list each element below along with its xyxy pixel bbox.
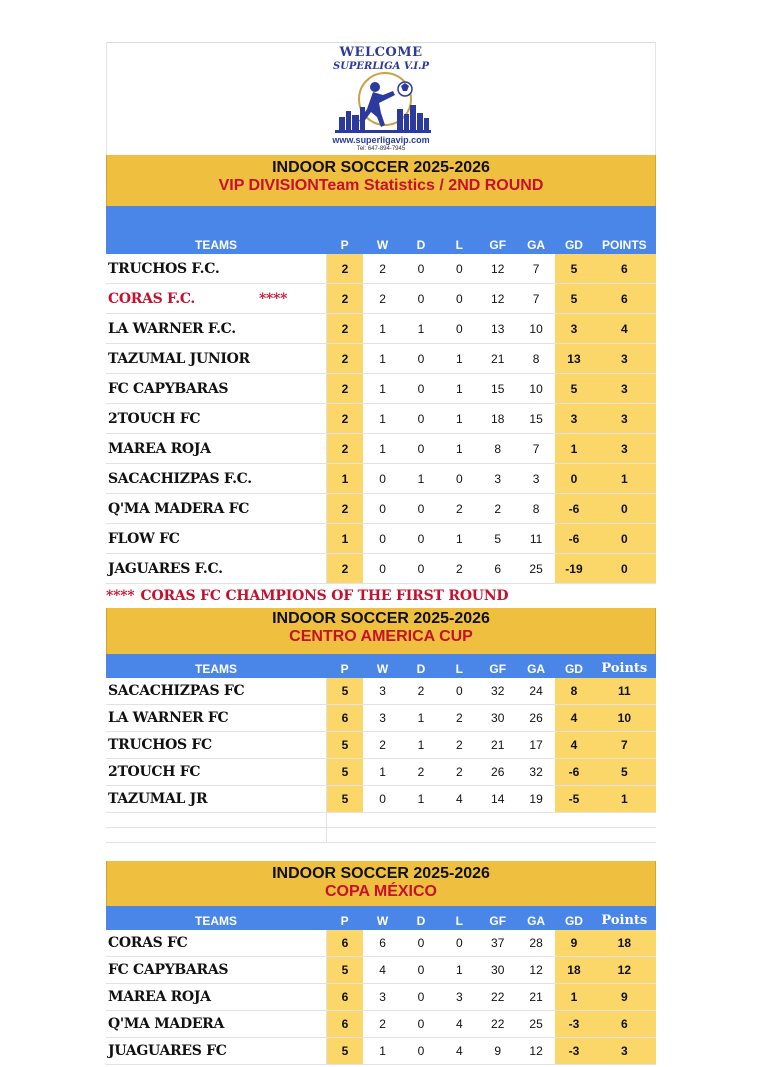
- empty-row: [106, 813, 656, 828]
- draws-cell: 0: [402, 284, 440, 314]
- goal-diff-cell: -6: [555, 494, 592, 524]
- draws-cell: 1: [402, 732, 440, 759]
- centro-america-banner: [106, 608, 656, 654]
- points-cell: 4: [593, 314, 656, 344]
- col-l: L: [440, 906, 478, 930]
- losses-cell: 4: [440, 1011, 478, 1038]
- draws-cell: 0: [402, 1011, 440, 1038]
- goals-against-cell: 7: [517, 254, 555, 284]
- goals-for-cell: 6: [479, 554, 517, 584]
- copa-standings-table: [106, 906, 656, 1065]
- table-row: [106, 434, 656, 464]
- team-name: FC CAPYBARAS: [106, 374, 326, 404]
- draws-cell: 1: [402, 314, 440, 344]
- draws-cell: 1: [402, 786, 440, 813]
- wins-cell: 1: [363, 404, 401, 434]
- goals-against-cell: 26: [517, 705, 555, 732]
- team-name: CORAS FC: [106, 930, 326, 957]
- goals-for-cell: 2: [479, 494, 517, 524]
- team-name: SACACHIZPAS F.C.: [106, 464, 326, 494]
- table-row: [106, 957, 656, 984]
- wins-cell: 1: [363, 374, 401, 404]
- goals-for-cell: 21: [479, 344, 517, 374]
- goals-against-cell: 19: [517, 786, 555, 813]
- team-name: JUAGUARES FC: [106, 1038, 326, 1065]
- points-cell: 0: [593, 494, 656, 524]
- table-row: [106, 284, 656, 314]
- wins-cell: 3: [363, 678, 401, 705]
- centro-standings-table: [106, 654, 656, 843]
- points-cell: 7: [593, 732, 656, 759]
- losses-cell: 0: [440, 930, 478, 957]
- played-cell: 2: [326, 554, 363, 584]
- col-ga: GA: [517, 906, 555, 930]
- draws-cell: 0: [402, 957, 440, 984]
- losses-cell: 1: [440, 434, 478, 464]
- col-ga: GA: [517, 206, 555, 254]
- phone-text: Tel: 647-894-7945: [356, 146, 406, 152]
- goals-for-cell: 30: [479, 705, 517, 732]
- played-cell: 2: [326, 494, 363, 524]
- played-cell: 6: [326, 930, 363, 957]
- table-row: [106, 554, 656, 584]
- champions-note: [106, 584, 656, 608]
- note-text: CORAS FC CHAMPIONS OF THE FIRST ROUND: [140, 588, 509, 604]
- goal-diff-cell: 5: [555, 374, 592, 404]
- col-gd: GD: [555, 654, 592, 678]
- points-cell: 0: [593, 524, 656, 554]
- brand-name: SUPERLIGA V.I.P: [332, 61, 430, 72]
- points-cell: 6: [593, 284, 656, 314]
- losses-cell: 1: [440, 404, 478, 434]
- points-cell: 11: [593, 678, 656, 705]
- points-cell: 1: [593, 464, 656, 494]
- goal-diff-cell: 8: [555, 678, 592, 705]
- played-cell: 5: [326, 678, 363, 705]
- played-cell: 1: [326, 524, 363, 554]
- goal-diff-cell: 9: [555, 930, 592, 957]
- team-name: TRUCHOS F.C.: [106, 254, 326, 284]
- table-row: [106, 678, 656, 705]
- points-cell: 6: [593, 254, 656, 284]
- col-points: POINTS: [593, 206, 656, 254]
- points-cell: 6: [593, 1011, 656, 1038]
- col-gf: GF: [479, 654, 517, 678]
- col-teams: TEAMS: [106, 654, 326, 678]
- points-cell: 0: [593, 554, 656, 584]
- goal-diff-cell: -3: [555, 1011, 592, 1038]
- team-name: TAZUMAL JR: [106, 786, 326, 813]
- goals-for-cell: 14: [479, 786, 517, 813]
- draws-cell: 0: [402, 1038, 440, 1065]
- points-cell: 3: [593, 344, 656, 374]
- team-name: 2TOUCH FC: [106, 759, 326, 786]
- wins-cell: 2: [363, 254, 401, 284]
- table-row: [106, 930, 656, 957]
- goals-against-cell: 24: [517, 678, 555, 705]
- wins-cell: 2: [363, 1011, 401, 1038]
- wins-cell: 0: [363, 494, 401, 524]
- wins-cell: 2: [363, 284, 401, 314]
- goal-diff-cell: 4: [555, 732, 592, 759]
- wins-cell: 4: [363, 957, 401, 984]
- copa-subtitle: COPA MÉXICO: [324, 883, 437, 900]
- col-gd: GD: [555, 206, 592, 254]
- played-cell: 5: [326, 786, 363, 813]
- team-name: TRUCHOS FC: [106, 732, 326, 759]
- welcome-title: WELCOME: [339, 45, 423, 60]
- goals-for-cell: 3: [479, 464, 517, 494]
- col-l: L: [440, 654, 478, 678]
- points-cell: 3: [593, 374, 656, 404]
- goal-diff-cell: -6: [555, 759, 592, 786]
- draws-cell: 0: [402, 254, 440, 284]
- goals-against-cell: 17: [517, 732, 555, 759]
- goal-diff-cell: -3: [555, 1038, 592, 1065]
- losses-cell: 0: [440, 678, 478, 705]
- goals-for-cell: 8: [479, 434, 517, 464]
- goals-against-cell: 25: [517, 1011, 555, 1038]
- draws-cell: 0: [402, 434, 440, 464]
- centro-header-row: [106, 654, 656, 678]
- vip-subtitle: VIP DIVISIONTeam Statistics / 2ND ROUND: [218, 177, 544, 194]
- losses-cell: 1: [440, 344, 478, 374]
- col-w: W: [363, 906, 401, 930]
- goal-diff-cell: 3: [555, 314, 592, 344]
- team-name: MAREA ROJA: [106, 984, 326, 1011]
- losses-cell: 2: [440, 554, 478, 584]
- draws-cell: 2: [402, 759, 440, 786]
- points-cell: 5: [593, 759, 656, 786]
- goal-diff-cell: 1: [555, 434, 592, 464]
- goals-for-cell: 21: [479, 732, 517, 759]
- table-row: [106, 732, 656, 759]
- col-d: D: [402, 206, 440, 254]
- goals-for-cell: 5: [479, 524, 517, 554]
- played-cell: 2: [326, 404, 363, 434]
- goals-for-cell: 9: [479, 1038, 517, 1065]
- team-name: JAGUARES F.C.: [106, 554, 326, 584]
- losses-cell: 4: [440, 1038, 478, 1065]
- wins-cell: 3: [363, 705, 401, 732]
- table-row: [106, 1038, 656, 1065]
- col-teams: TEAMS: [106, 206, 326, 254]
- goals-for-cell: 18: [479, 404, 517, 434]
- wins-cell: 0: [363, 786, 401, 813]
- goals-against-cell: 12: [517, 957, 555, 984]
- champion-stars: ****: [259, 290, 288, 307]
- goals-against-cell: 7: [517, 284, 555, 314]
- wins-cell: 0: [363, 524, 401, 554]
- wins-cell: 2: [363, 732, 401, 759]
- goals-against-cell: 10: [517, 374, 555, 404]
- wins-cell: 1: [363, 1038, 401, 1065]
- wins-cell: 1: [363, 314, 401, 344]
- col-d: D: [402, 906, 440, 930]
- points-cell: 3: [593, 404, 656, 434]
- goal-diff-cell: -6: [555, 524, 592, 554]
- played-cell: 6: [326, 984, 363, 1011]
- goals-against-cell: 12: [517, 1038, 555, 1065]
- goals-for-cell: 15: [479, 374, 517, 404]
- col-gf: GF: [479, 206, 517, 254]
- played-cell: 5: [326, 957, 363, 984]
- goals-against-cell: 32: [517, 759, 555, 786]
- col-l: L: [440, 206, 478, 254]
- goal-diff-cell: 5: [555, 284, 592, 314]
- wins-cell: 1: [363, 344, 401, 374]
- col-gd: GD: [555, 906, 592, 930]
- draws-cell: 0: [402, 930, 440, 957]
- table-row: [106, 759, 656, 786]
- draws-cell: 0: [402, 524, 440, 554]
- vip-title: INDOOR SOCCER 2025-2026: [272, 159, 490, 176]
- team-name: Q'MA MADERA: [106, 1011, 326, 1038]
- col-ga: GA: [517, 654, 555, 678]
- table-row: [106, 1011, 656, 1038]
- table-row: [106, 786, 656, 813]
- losses-cell: 4: [440, 786, 478, 813]
- wins-cell: 6: [363, 930, 401, 957]
- goals-for-cell: 26: [479, 759, 517, 786]
- points-cell: 18: [593, 930, 656, 957]
- goals-for-cell: 22: [479, 984, 517, 1011]
- wins-cell: 3: [363, 984, 401, 1011]
- col-p: P: [326, 906, 363, 930]
- goals-against-cell: 8: [517, 344, 555, 374]
- played-cell: 2: [326, 344, 363, 374]
- superliga-logo-icon: [335, 69, 431, 135]
- wins-cell: 1: [363, 759, 401, 786]
- goals-against-cell: 11: [517, 524, 555, 554]
- goals-for-cell: 30: [479, 957, 517, 984]
- copa-mexico-banner: [106, 861, 656, 906]
- goals-for-cell: 37: [479, 930, 517, 957]
- played-cell: 2: [326, 284, 363, 314]
- table-row: [106, 314, 656, 344]
- vip-standings-table: [106, 206, 656, 584]
- team-name: TAZUMAL JUNIOR: [106, 344, 326, 374]
- draws-cell: 0: [402, 984, 440, 1011]
- table-row: [106, 494, 656, 524]
- team-name: LA WARNER F.C.: [106, 314, 326, 344]
- section-gap: [106, 843, 656, 861]
- goal-diff-cell: -19: [555, 554, 592, 584]
- losses-cell: 0: [440, 314, 478, 344]
- played-cell: 6: [326, 705, 363, 732]
- points-cell: 10: [593, 705, 656, 732]
- team-name: FC CAPYBARAS: [106, 957, 326, 984]
- col-teams: TEAMS: [106, 906, 326, 930]
- centro-subtitle: CENTRO AMERICA CUP: [289, 628, 473, 645]
- table-row: [106, 705, 656, 732]
- note-stars: ****: [106, 588, 135, 604]
- col-points: Points: [593, 906, 656, 930]
- losses-cell: 2: [440, 732, 478, 759]
- played-cell: 5: [326, 732, 363, 759]
- table-row: [106, 404, 656, 434]
- goal-diff-cell: 1: [555, 984, 592, 1011]
- goals-for-cell: 32: [479, 678, 517, 705]
- centro-title: INDOOR SOCCER 2025-2026: [272, 610, 490, 627]
- col-gf: GF: [479, 906, 517, 930]
- copa-header-row: [106, 906, 656, 930]
- losses-cell: 2: [440, 759, 478, 786]
- played-cell: 5: [326, 1038, 363, 1065]
- table-row: [106, 254, 656, 284]
- points-cell: 3: [593, 1038, 656, 1065]
- standings-sheet: [106, 42, 656, 1065]
- table-row: [106, 374, 656, 404]
- team-name: [106, 284, 326, 314]
- team-name: SACACHIZPAS FC: [106, 678, 326, 705]
- goals-against-cell: 21: [517, 984, 555, 1011]
- losses-cell: 1: [440, 524, 478, 554]
- vip-header-row: [106, 206, 656, 254]
- played-cell: 2: [326, 254, 363, 284]
- points-cell: 1: [593, 786, 656, 813]
- draws-cell: 0: [402, 374, 440, 404]
- goals-for-cell: 13: [479, 314, 517, 344]
- points-cell: 3: [593, 434, 656, 464]
- table-row: [106, 984, 656, 1011]
- col-d: D: [402, 654, 440, 678]
- goals-for-cell: 22: [479, 1011, 517, 1038]
- goals-against-cell: 7: [517, 434, 555, 464]
- col-p: P: [326, 206, 363, 254]
- goals-for-cell: 12: [479, 254, 517, 284]
- team-name: LA WARNER FC: [106, 705, 326, 732]
- played-cell: 1: [326, 464, 363, 494]
- goal-diff-cell: -5: [555, 786, 592, 813]
- played-cell: 2: [326, 374, 363, 404]
- goal-diff-cell: 5: [555, 254, 592, 284]
- draws-cell: 1: [402, 464, 440, 494]
- draws-cell: 0: [402, 554, 440, 584]
- website-text: www.superligavip.com: [332, 135, 430, 145]
- wins-cell: 0: [363, 554, 401, 584]
- goals-against-cell: 25: [517, 554, 555, 584]
- empty-row: [106, 828, 656, 843]
- team-name: Q'MA MADERA FC: [106, 494, 326, 524]
- draws-cell: 0: [402, 404, 440, 434]
- table-row: [106, 464, 656, 494]
- wins-cell: 1: [363, 434, 401, 464]
- goal-diff-cell: 4: [555, 705, 592, 732]
- col-w: W: [363, 654, 401, 678]
- goals-against-cell: 15: [517, 404, 555, 434]
- logo-header: [106, 42, 656, 155]
- losses-cell: 0: [440, 464, 478, 494]
- losses-cell: 0: [440, 284, 478, 314]
- points-cell: 9: [593, 984, 656, 1011]
- goal-diff-cell: 18: [555, 957, 592, 984]
- losses-cell: 2: [440, 705, 478, 732]
- played-cell: 2: [326, 434, 363, 464]
- team-name: FLOW FC: [106, 524, 326, 554]
- losses-cell: 0: [440, 254, 478, 284]
- goals-against-cell: 8: [517, 494, 555, 524]
- losses-cell: 1: [440, 957, 478, 984]
- losses-cell: 2: [440, 494, 478, 524]
- copa-title: INDOOR SOCCER 2025-2026: [272, 865, 490, 882]
- goal-diff-cell: 13: [555, 344, 592, 374]
- col-w: W: [363, 206, 401, 254]
- goal-diff-cell: 3: [555, 404, 592, 434]
- draws-cell: 0: [402, 494, 440, 524]
- col-points: Points: [593, 654, 656, 678]
- team-name-text: CORAS F.C.: [108, 290, 195, 307]
- losses-cell: 3: [440, 984, 478, 1011]
- table-row: [106, 344, 656, 374]
- goal-diff-cell: 0: [555, 464, 592, 494]
- played-cell: 2: [326, 314, 363, 344]
- vip-division-banner: [106, 155, 656, 206]
- goals-against-cell: 10: [517, 314, 555, 344]
- table-row: [106, 524, 656, 554]
- played-cell: 5: [326, 759, 363, 786]
- points-cell: 12: [593, 957, 656, 984]
- losses-cell: 1: [440, 374, 478, 404]
- team-name: MAREA ROJA: [106, 434, 326, 464]
- draws-cell: 2: [402, 678, 440, 705]
- draws-cell: 1: [402, 705, 440, 732]
- col-p: P: [326, 654, 363, 678]
- wins-cell: 0: [363, 464, 401, 494]
- goals-for-cell: 12: [479, 284, 517, 314]
- team-name: 2TOUCH FC: [106, 404, 326, 434]
- played-cell: 6: [326, 1011, 363, 1038]
- draws-cell: 0: [402, 344, 440, 374]
- goals-against-cell: 28: [517, 930, 555, 957]
- goals-against-cell: 3: [517, 464, 555, 494]
